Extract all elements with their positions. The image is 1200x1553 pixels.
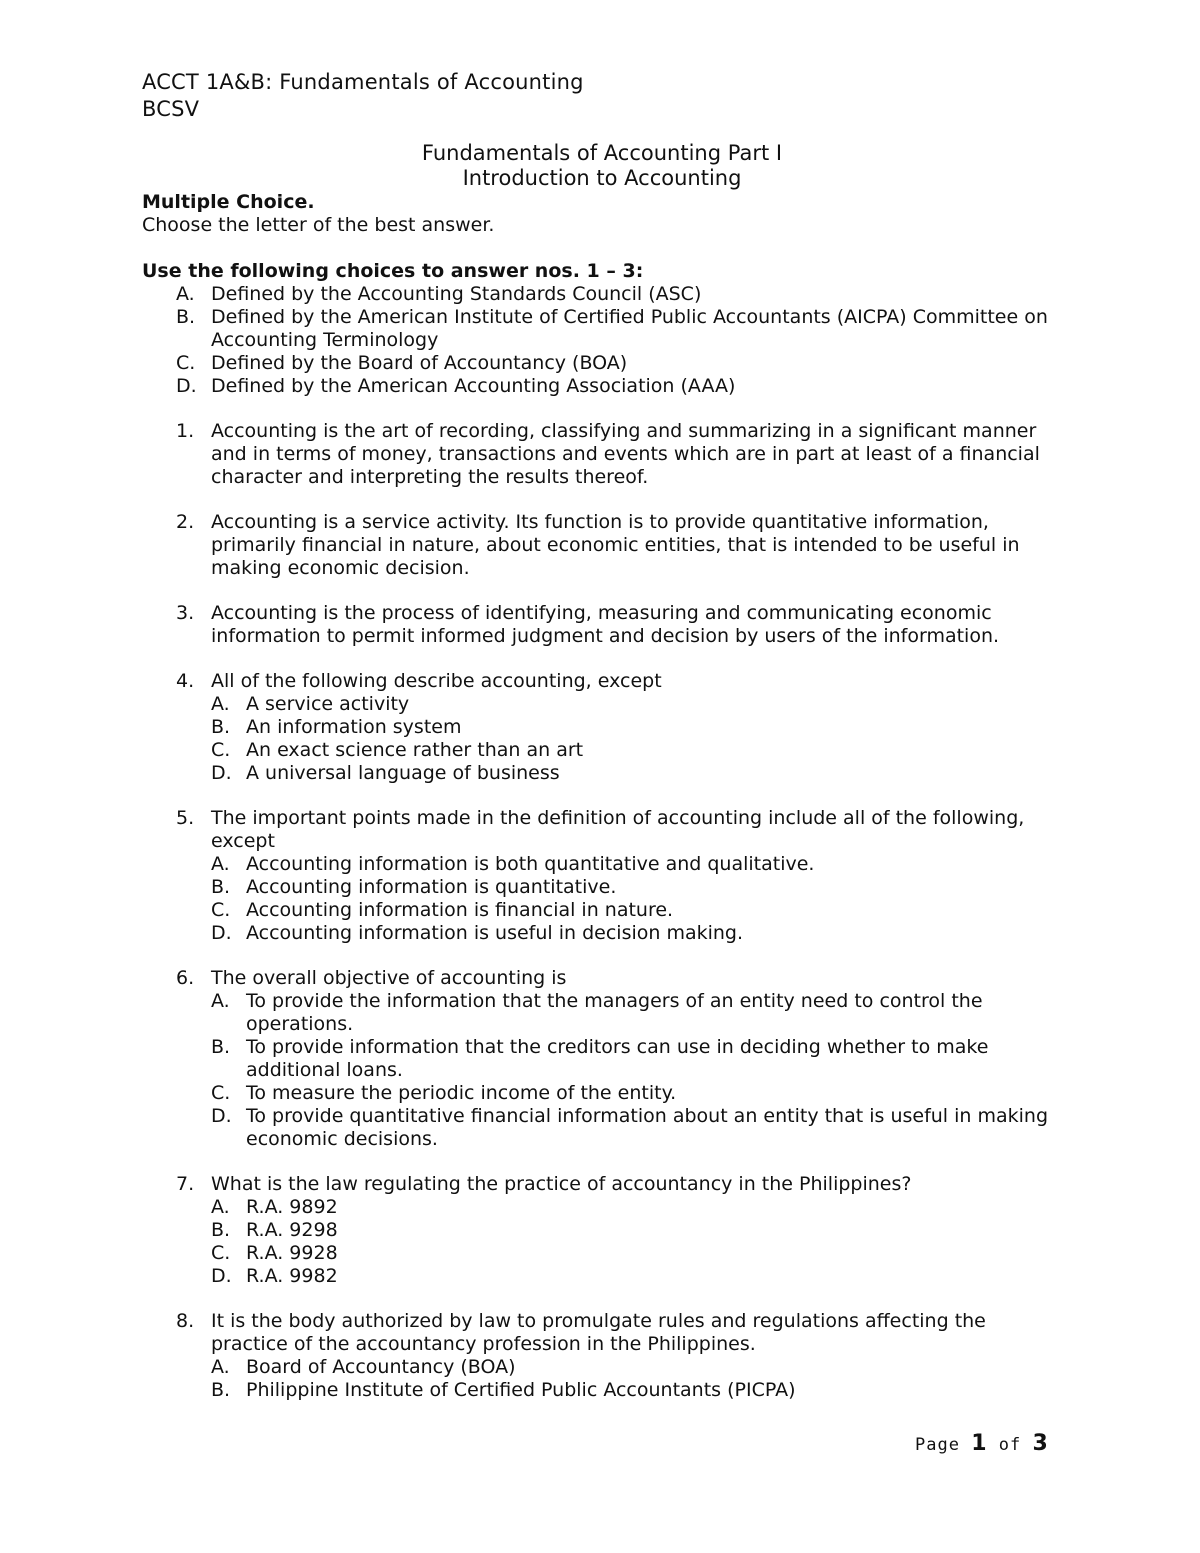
choice-item xyxy=(176,352,1062,375)
page-footer xyxy=(915,1431,1049,1456)
question-stem xyxy=(176,967,1062,990)
question-number: 2. xyxy=(176,511,195,533)
choice-letter: C. xyxy=(176,352,196,374)
question-item xyxy=(176,511,1062,580)
choice-item xyxy=(176,375,1062,398)
option-letter: B. xyxy=(211,1379,231,1401)
question-item xyxy=(176,1173,1062,1288)
option-text: Board of Accountancy (BOA) xyxy=(246,1356,516,1378)
section-heading: Multiple Choice. xyxy=(142,191,315,213)
question-list xyxy=(142,420,1062,1402)
question-stem xyxy=(176,420,1062,489)
question-text: Accounting is a service activity. Its function is to provide quantitative information, primarily financial in nature, about economic entities, that is intended to be useful in making economic decision. xyxy=(211,511,1020,579)
option-text: To provide the information that the managers of an entity need to control the operations. xyxy=(246,990,983,1035)
option-text: To provide information that the creditors can use in deciding whether to make additional loans. xyxy=(246,1036,989,1081)
question-number: 6. xyxy=(176,967,195,989)
option-item xyxy=(211,922,1062,945)
choice-text: Defined by the Accounting Standards Council (ASC) xyxy=(211,283,702,305)
question-text: The important points made in the definition of accounting include all of the following, except xyxy=(211,807,1025,852)
choice-letter: A. xyxy=(176,283,195,305)
option-item xyxy=(211,739,1062,762)
option-letter: C. xyxy=(211,739,231,761)
question-number: 4. xyxy=(176,670,195,692)
question-text: Accounting is the art of recording, classifying and summarizing in a significant manner and in terms of money, transactions and events which are in part at least of a financial character and interpreting the results thereof. xyxy=(211,420,1040,488)
question-text: It is the body authorized by law to promulgate rules and regulations affecting the practice of the accountancy profession in the Philippines. xyxy=(211,1310,986,1355)
question-stem xyxy=(176,511,1062,580)
option-letter: A. xyxy=(211,693,230,715)
question-item xyxy=(176,1310,1062,1402)
option-letter: B. xyxy=(211,876,231,898)
question-text: Accounting is the process of identifying, measuring and communicating economic information to permit informed judgment and decision by users of the information. xyxy=(211,602,1000,647)
choice-text: Defined by the American Accounting Association (AAA) xyxy=(211,375,736,397)
option-text: Philippine Institute of Certified Public Accountants (PICPA) xyxy=(246,1379,796,1401)
question-number: 1. xyxy=(176,420,195,442)
option-item xyxy=(211,853,1062,876)
option-letter: C. xyxy=(211,899,231,921)
option-item xyxy=(211,899,1062,922)
option-text: A universal language of business xyxy=(246,762,560,784)
option-item xyxy=(211,693,1062,716)
choice-text: Defined by the American Institute of Certified Public Accountants (AICPA) Committee on Accounting Terminology xyxy=(211,306,1048,351)
question-stem xyxy=(176,602,1062,648)
question-text: The overall objective of accounting is xyxy=(211,967,567,989)
question-stem xyxy=(176,670,1062,693)
option-text: R.A. 9892 xyxy=(246,1196,338,1218)
option-text: Accounting information is financial in nature. xyxy=(246,899,674,921)
option-item xyxy=(211,1379,1062,1402)
option-letter: D. xyxy=(211,922,232,944)
option-item xyxy=(211,1036,1062,1082)
option-text: To measure the periodic income of the entity. xyxy=(246,1082,677,1104)
option-text: Accounting information is quantitative. xyxy=(246,876,617,898)
option-item xyxy=(211,716,1062,739)
option-letter: A. xyxy=(211,1196,230,1218)
question-item xyxy=(176,967,1062,1151)
option-item xyxy=(211,1265,1062,1288)
option-text: An information system xyxy=(246,716,462,738)
choice-text: Defined by the Board of Accountancy (BOA) xyxy=(211,352,628,374)
option-text: Accounting information is both quantitative and qualitative. xyxy=(246,853,815,875)
of-label: of xyxy=(998,1435,1022,1455)
shared-choices-list xyxy=(176,283,1062,398)
option-letter: A. xyxy=(211,990,230,1012)
document-body xyxy=(142,69,1062,1402)
option-letter: A. xyxy=(211,1356,230,1378)
question-number: 8. xyxy=(176,1310,195,1332)
option-text: To provide quantitative financial information about an entity that is useful in making economic decisions. xyxy=(246,1105,1049,1150)
shared-choices-heading: Use the following choices to answer nos. 1 – 3: xyxy=(142,260,644,282)
question-text: What is the law regulating the practice of accountancy in the Philippines? xyxy=(211,1173,912,1195)
document-title: Fundamentals of Accounting Part I xyxy=(421,141,783,165)
option-letter: D. xyxy=(211,1105,232,1127)
option-letter: B. xyxy=(211,716,231,738)
course-title: ACCT 1A&B: Fundamentals of Accounting xyxy=(142,70,584,94)
option-item xyxy=(211,1105,1062,1151)
document-header xyxy=(142,69,1062,123)
question-item xyxy=(176,807,1062,945)
question-item xyxy=(176,602,1062,648)
question-stem xyxy=(176,1173,1062,1196)
option-text: Accounting information is useful in decision making. xyxy=(246,922,744,944)
choice-item xyxy=(176,283,1062,306)
option-letter: B. xyxy=(211,1219,231,1241)
question-stem xyxy=(176,1310,1062,1356)
question-number: 7. xyxy=(176,1173,195,1195)
option-item xyxy=(211,1242,1062,1265)
option-item xyxy=(211,1356,1062,1379)
question-number: 3. xyxy=(176,602,195,624)
option-item xyxy=(211,762,1062,785)
option-letter: B. xyxy=(211,1036,231,1058)
question-stem xyxy=(176,807,1062,853)
option-letter: D. xyxy=(211,1265,232,1287)
page-label: Page xyxy=(915,1435,960,1455)
option-text: An exact science rather than an art xyxy=(246,739,584,761)
option-text: A service activity xyxy=(246,693,410,715)
option-letter: C. xyxy=(211,1242,231,1264)
school-name: BCSV xyxy=(142,97,200,121)
option-letter: C. xyxy=(211,1082,231,1104)
question-text: All of the following describe accounting, except xyxy=(211,670,662,692)
title-block xyxy=(142,141,1062,191)
option-letter: D. xyxy=(211,762,232,784)
option-text: R.A. 9298 xyxy=(246,1219,338,1241)
question-item xyxy=(176,670,1062,785)
option-text: R.A. 9928 xyxy=(246,1242,338,1264)
page-current: 1 xyxy=(971,1431,988,1456)
choice-letter: D. xyxy=(176,375,197,397)
document-subtitle: Introduction to Accounting xyxy=(462,166,742,190)
choice-letter: B. xyxy=(176,306,196,328)
option-item xyxy=(211,990,1062,1036)
option-item xyxy=(211,1082,1062,1105)
question-item xyxy=(176,420,1062,489)
question-number: 5. xyxy=(176,807,195,829)
choice-item xyxy=(176,306,1062,352)
option-letter: A. xyxy=(211,853,230,875)
option-item xyxy=(211,1196,1062,1219)
option-item xyxy=(211,876,1062,899)
option-item xyxy=(211,1219,1062,1242)
option-text: R.A. 9982 xyxy=(246,1265,338,1287)
section-instruction: Choose the letter of the best answer. xyxy=(142,214,495,236)
page-total: 3 xyxy=(1032,1431,1049,1456)
